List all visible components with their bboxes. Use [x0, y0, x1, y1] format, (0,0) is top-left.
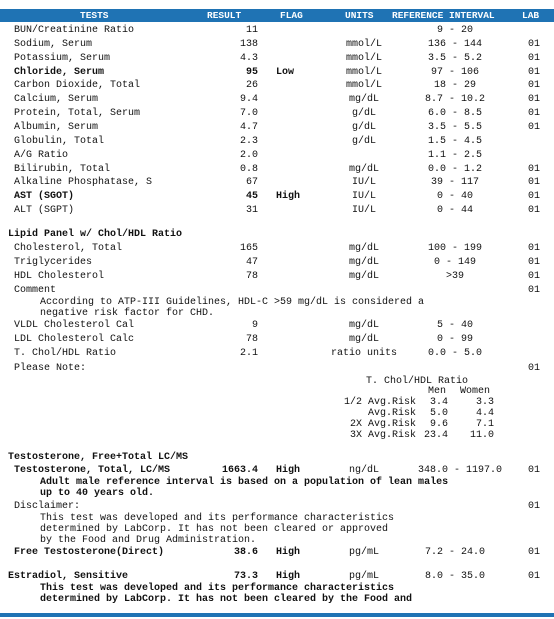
lab-code: 01 — [527, 80, 540, 92]
testosterone-total-ref: 348.0 - 1197.0 — [417, 465, 502, 476]
bottom-rule — [0, 613, 554, 617]
lab-code: 01 — [527, 52, 540, 64]
units: mg/dL — [348, 320, 379, 331]
reference-interval: 6.0 - 8.5 — [427, 108, 482, 120]
result-value: 165 — [239, 243, 258, 254]
ratio-row — [330, 397, 500, 408]
table-row — [0, 80, 554, 93]
units: g/dL — [351, 135, 376, 147]
result-value: 45 — [245, 191, 258, 203]
please-note-label: Please Note: — [14, 363, 87, 374]
result-value: 31 — [245, 205, 258, 217]
result-value: 2.1 — [239, 348, 258, 359]
header-tests: TESTS — [80, 10, 109, 21]
reference-interval: 8.7 - 10.2 — [424, 94, 485, 106]
reference-interval: 0.0 - 5.0 — [427, 348, 482, 359]
testosterone-note-1: Adult male reference interval is based on a population of lean males — [40, 477, 449, 488]
result-value: 78 — [245, 334, 258, 345]
units: mmol/L — [345, 52, 382, 64]
result-value: 9 — [251, 320, 258, 331]
disclaimer-line-1: This test was developed and its performance characteristics — [40, 513, 395, 524]
result-value: 0.8 — [239, 163, 258, 175]
ratio-row — [330, 430, 500, 441]
ratio-men-value: 5.0 — [429, 408, 448, 419]
units: mg/dL — [348, 271, 379, 282]
units: mg/dL — [348, 94, 379, 106]
table-row — [0, 191, 554, 204]
disclaimer-line-2: determined by LabCorp. It has not been cleared or approved — [40, 524, 389, 535]
table-row — [0, 25, 554, 38]
test-name: Globulin, Total — [14, 135, 105, 147]
estradiol-result: 73.3 — [233, 571, 258, 582]
header-reference: REFERENCE INTERVAL — [392, 10, 495, 21]
ratio-row — [330, 408, 500, 419]
test-name: Triglycerides — [14, 257, 93, 268]
testosterone-title: Testosterone, Free+Total LC/MS — [8, 452, 189, 463]
reference-interval: 3.5 - 5.5 — [427, 121, 482, 133]
ratio-men-value: 23.4 — [423, 430, 448, 441]
table-row — [0, 334, 554, 347]
lab-code: 01 — [527, 163, 540, 175]
ratio-row — [330, 419, 500, 430]
units: g/dL — [351, 108, 376, 120]
lab-code: 01 — [527, 257, 540, 268]
reference-interval: 1.5 - 4.5 — [427, 135, 482, 147]
testosterone-total-lab: 01 — [527, 465, 540, 476]
units: IU/L — [351, 205, 376, 217]
comment-label: Comment — [14, 285, 57, 296]
lab-code: 01 — [527, 205, 540, 217]
table-header — [0, 9, 554, 22]
estradiol-lab: 01 — [527, 571, 540, 582]
reference-interval: 0 - 40 — [436, 191, 473, 203]
test-name: A/G Ratio — [14, 149, 69, 161]
units: mg/dL — [348, 163, 379, 175]
flag: Low — [276, 66, 295, 78]
header-units: UNITS — [345, 10, 374, 21]
table-row — [0, 108, 554, 121]
table-row — [0, 320, 554, 333]
lab-code: 01 — [527, 243, 540, 254]
result-value: 11 — [245, 25, 258, 36]
free-testosterone-lab: 01 — [527, 547, 540, 558]
table-row — [0, 271, 554, 284]
test-name: LDL Cholesterol Calc — [14, 334, 135, 345]
table-row — [0, 257, 554, 270]
reference-interval: 18 - 29 — [433, 80, 476, 92]
reference-interval: 39 - 117 — [430, 177, 479, 189]
units: g/dL — [351, 121, 376, 133]
table-row — [0, 177, 554, 190]
please-note-lab: 01 — [527, 363, 540, 374]
testosterone-total-result: 1663.4 — [221, 465, 258, 476]
header-lab: LAB — [522, 10, 540, 21]
reference-interval: 0 - 99 — [436, 334, 473, 345]
free-testosterone-ref: 7.2 - 24.0 — [424, 547, 485, 558]
free-testosterone-result: 38.6 — [233, 547, 258, 558]
estradiol-test: Estradiol, Sensitive — [8, 571, 129, 582]
result-value: 4.3 — [239, 52, 258, 64]
result-value: 95 — [245, 66, 258, 78]
result-value: 7.0 — [239, 108, 258, 120]
ratio-women-value: 3.3 — [475, 397, 494, 408]
reference-interval: >39 — [445, 271, 464, 282]
testosterone-total-units: ng/dL — [348, 465, 379, 476]
estradiol-units: pg/mL — [348, 571, 379, 582]
disclaimer-lab: 01 — [527, 501, 540, 512]
table-row — [0, 164, 554, 177]
reference-interval: 97 - 106 — [430, 66, 479, 78]
units: mg/dL — [348, 334, 379, 345]
lab-code: 01 — [527, 66, 540, 78]
lab-code: 01 — [527, 271, 540, 282]
testosterone-note-2: up to 40 years old. — [40, 488, 155, 499]
lab-code: 01 — [527, 38, 540, 50]
ratio-table-title-text: T. Chol/HDL Ratio — [366, 376, 469, 387]
units: mmol/L — [345, 66, 382, 78]
units: IU/L — [351, 177, 376, 189]
test-name: VLDL Cholesterol Cal — [14, 320, 135, 331]
comment-line-1: According to ATP-III Guidelines, HDL-C >59 mg/dL is considered a — [40, 297, 425, 308]
table-row — [0, 150, 554, 163]
free-testosterone-row — [0, 547, 554, 560]
reference-interval: 136 - 144 — [427, 38, 482, 50]
result-value: 2.3 — [239, 135, 258, 147]
test-name: Sodium, Serum — [14, 38, 93, 50]
estradiol-ref: 8.0 - 35.0 — [424, 571, 485, 582]
table-row — [0, 136, 554, 149]
estradiol-flag: High — [276, 571, 301, 582]
test-name: BUN/Creatinine Ratio — [14, 25, 135, 36]
units: mmol/L — [345, 38, 382, 50]
ratio-women-value: 4.4 — [475, 408, 494, 419]
table-row — [0, 67, 554, 80]
free-testosterone-units: pg/mL — [348, 547, 379, 558]
reference-interval: 0 - 149 — [433, 257, 476, 268]
header-flag: FLAG — [280, 10, 303, 21]
free-testosterone-test: Free Testosterone(Direct) — [14, 547, 165, 558]
test-name: Carbon Dioxide, Total — [14, 80, 141, 92]
result-value: 67 — [245, 177, 258, 189]
test-name: Cholesterol, Total — [14, 243, 123, 254]
result-value: 4.7 — [239, 121, 258, 133]
test-name: ALT (SGPT) — [14, 205, 75, 217]
reference-interval: 1.1 - 2.5 — [427, 149, 482, 161]
result-value: 47 — [245, 257, 258, 268]
table-row — [0, 243, 554, 256]
table-row — [0, 122, 554, 135]
units: mg/dL — [348, 257, 379, 268]
table-row — [0, 53, 554, 66]
lab-code: 01 — [527, 121, 540, 133]
flag: High — [276, 191, 301, 203]
disclaimer-line-3: by the Food and Drug Administration. — [40, 535, 257, 546]
test-name: Albumin, Serum — [14, 121, 99, 133]
table-row — [0, 94, 554, 107]
table-row — [0, 348, 554, 361]
test-name: Protein, Total, Serum — [14, 108, 141, 120]
result-value: 9.4 — [239, 94, 258, 106]
table-row — [0, 205, 554, 218]
estradiol-note-1: This test was developed and its performance characteristics — [40, 583, 395, 594]
ratio-risk-label: 1/2 Avg.Risk — [343, 397, 416, 408]
table-row — [0, 39, 554, 52]
comment-lab: 01 — [527, 285, 540, 296]
lab-code: 01 — [527, 191, 540, 203]
test-name: Potassium, Serum — [14, 52, 111, 64]
result-value: 138 — [239, 38, 258, 50]
units: ratio units — [330, 348, 397, 359]
disclaimer-label: Disclaimer: — [14, 501, 81, 512]
ratio-men-value: 3.4 — [429, 397, 448, 408]
testosterone-total-test: Testosterone, Total, LC/MS — [14, 465, 171, 476]
reference-interval: 3.5 - 5.2 — [427, 52, 482, 64]
ratio-women-value: 7.1 — [475, 419, 494, 430]
free-testosterone-flag: High — [276, 547, 301, 558]
ratio-men-value: 9.6 — [429, 419, 448, 430]
test-name: AST (SGOT) — [14, 191, 75, 203]
ratio-risk-label: 2X Avg.Risk — [349, 419, 416, 430]
result-value: 26 — [245, 80, 258, 92]
test-name: Calcium, Serum — [14, 94, 99, 106]
units: mg/dL — [348, 243, 379, 254]
lab-code: 01 — [527, 108, 540, 120]
reference-interval: 5 - 40 — [436, 320, 473, 331]
lipid-panel-title: Lipid Panel w/ Chol/HDL Ratio — [8, 229, 183, 240]
ratio-col-women: Women — [460, 386, 491, 397]
units: mmol/L — [345, 80, 382, 92]
reference-interval: 0.0 - 1.2 — [427, 163, 482, 175]
testosterone-total-flag: High — [276, 465, 301, 476]
test-name: Alkaline Phosphatase, S — [14, 177, 153, 189]
reference-interval: 100 - 199 — [427, 243, 482, 254]
ratio-risk-label: 3X Avg.Risk — [349, 430, 416, 441]
ratio-women-value: 11.0 — [469, 430, 494, 441]
test-name: T. Chol/HDL Ratio — [14, 348, 117, 359]
reference-interval: 0 - 44 — [436, 205, 473, 217]
comment-line-2: negative risk factor for CHD. — [40, 308, 215, 319]
result-value: 2.0 — [239, 149, 258, 161]
lab-code: 01 — [527, 177, 540, 189]
please-note-row — [0, 363, 554, 376]
result-value: 78 — [245, 271, 258, 282]
reference-interval: 9 - 20 — [436, 25, 473, 36]
test-name: Chloride, Serum — [14, 66, 105, 78]
estradiol-note-2: determined by LabCorp. It has not been cleared by the Food and — [40, 594, 413, 605]
test-name: Bilirubin, Total — [14, 163, 111, 175]
header-result: RESULT — [207, 10, 242, 21]
test-name: HDL Cholesterol — [14, 271, 105, 282]
ratio-col-men: Men — [428, 386, 447, 397]
units: IU/L — [351, 191, 376, 203]
ratio-risk-label: Avg.Risk — [367, 408, 416, 419]
lab-code: 01 — [527, 94, 540, 106]
